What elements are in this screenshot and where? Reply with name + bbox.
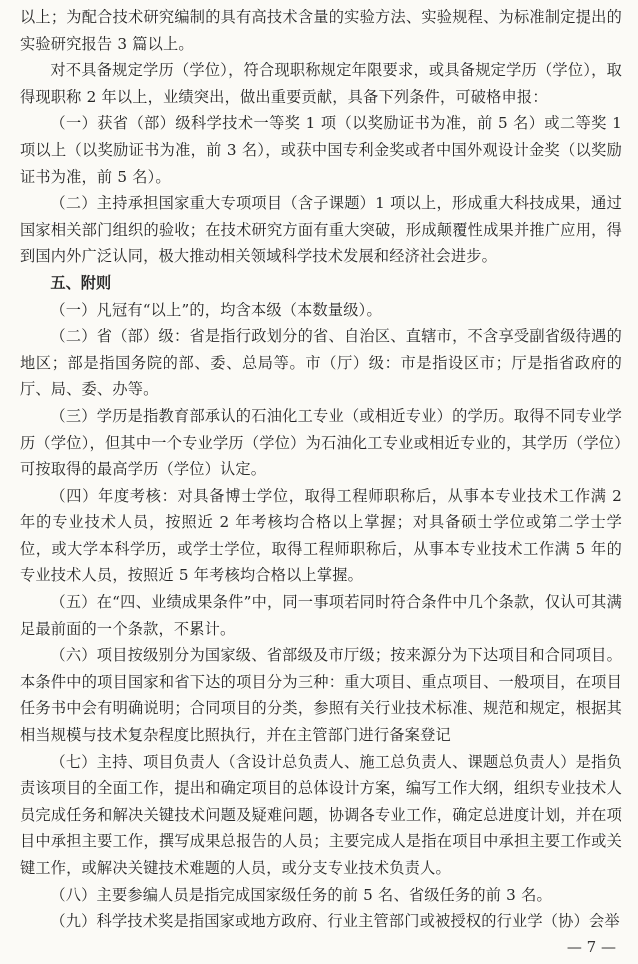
paragraph-appendix-1: （一）凡冠有“以上”的，均含本级（本数量级）。 xyxy=(50,300,382,319)
paragraph-appendix-5: （五）在“四、业绩成果条件”中，同一事项若同时符合条件中几个条款，仅认可其满足最前面的一个条款，不累计。 xyxy=(20,593,622,638)
paragraph-appendix-8: （八）主要参编人员是指完成国家级任务的前 5 名、省级任务的前 3 名。 xyxy=(50,885,552,904)
page-number: — 7 — xyxy=(566,938,616,956)
paragraph-appendix-7: （七）主持、项目负责人（含设计总负责人、施工总负责人、课题总负责人）是指负责该项目的全面工作，提出和确定项目的总体设计方案，编写工作大纲，组织专业技术人员完成任务和解决关键技术问题及疑难问题，协调各专业工作，确定总进度计划，并在项目中承担主要工作，撰写成果总报告的人员；主要完成人是指在项目中承担主要工作或关键工作，或解决关键技术难题的人员，或分支专业技术负责人。 xyxy=(20,752,622,877)
section-heading-appendix: 五、附则 xyxy=(50,273,112,292)
paragraph-exception-1: （一）获省（部）级科学技术一等奖 1 项（以奖励证书为准，前 5 名）或二等奖 1 项以上（以奖励证书为准，前 3 名），或获中国专利金奖或者中国外观设计金奖（以奖励证书为准，前 5 名）。 xyxy=(20,114,622,186)
paragraph-appendix-9: （九）科学技术奖是指国家或地方政府、行业主管部门或被授权的行业学（协）会举 xyxy=(50,912,620,931)
paragraph-appendix-6: （六）项目按级别分为国家级、省部级及市厅级；按来源分为下达项目和合同项目。本条件中的项目国家和省下达的项目分为三种：重大项目、重点项目、一般项目，在项目任务书中会有明确说明；合同项目的分类，参照有关行业技术标准、规范和规定，根据其相当规模与技术复杂程度比照执行，并在主管部门进行备案登记 xyxy=(20,646,622,745)
document-body xyxy=(20,4,622,935)
paragraph-appendix-4: （四）年度考核：对具备博士学位，取得工程师职称后，从事本专业技术工作满 2 年的专业技术人员，按照近 2 年考核均合格以上掌握；对具备硕士学位或第二学士学位，或大学本科学历，或学士学位，取得工程师职称后，从事本专业技术工作满 5 年的专业技术人员，按照近 5 年考核均合格以上掌握。 xyxy=(20,486,622,585)
paragraph-exception-intro: 对不具备规定学历（学位），符合现职称规定年限要求，或具备规定学历（学位），取得现职称 2 年以上，业绩突出，做出重要贡献，具备下列条件，可破格申报： xyxy=(20,61,622,106)
paragraph-continuation: 以上；为配合技术研究编制的具有高技术含量的实验方法、实验规程、为标准制定提出的实验研究报告 3 篇以上。 xyxy=(20,8,622,53)
paragraph-appendix-2: （二）省（部）级：省是指行政划分的省、自治区、直辖市，不含享受副省级待遇的地区；部是指国务院的部、委、总局等。市（厅）级：市是指设区市；厅是指省政府的厅、局、委、办等。 xyxy=(20,327,622,399)
paragraph-appendix-3: （三）学历是指教育部承认的石油化工专业（或相近专业）的学历。取得不同专业学历（学位），但其中一个专业学历（学位）为石油化工专业或相近专业的，其学历（学位）可按取得的最高学历（学位）认定。 xyxy=(20,406,622,479)
paragraph-exception-2: （二）主持承担国家重大专项项目（含子课题）1 项以上，形成重大科技成果，通过国家相关部门组织的验收；在技术研究方面有重大突破，形成颠覆性成果并推广应用，得到国内外广泛认同，极大推动相关领域科学技术发展和经济社会进步。 xyxy=(20,194,622,266)
